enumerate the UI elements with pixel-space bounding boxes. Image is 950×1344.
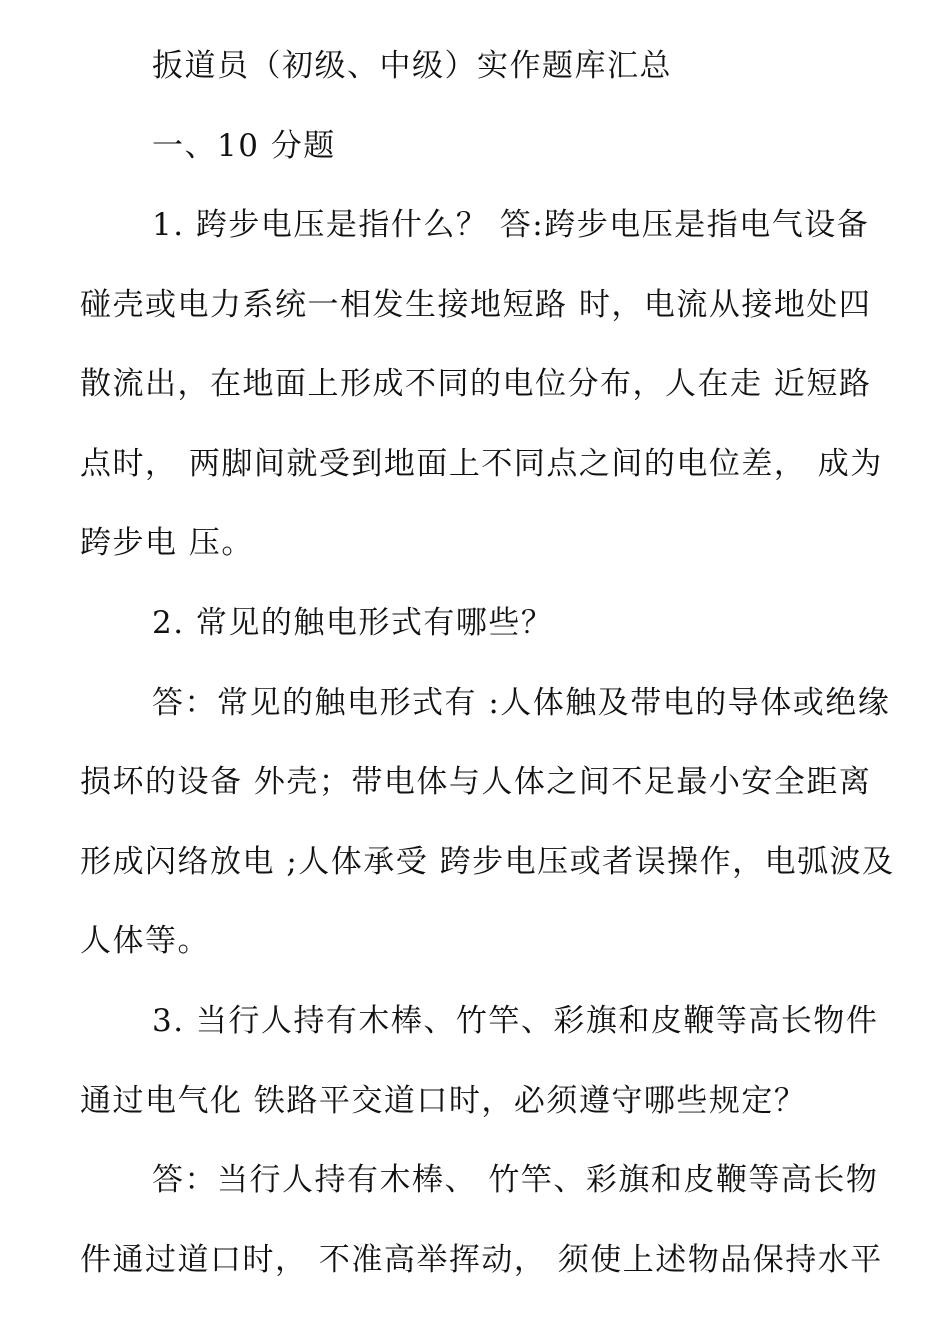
- question-3-line-1: 3. 当行人持有木棒、竹竿、彩旗和皮鞭等高长物件: [152, 1003, 879, 1039]
- answer-3-line-1: 答：当行人持有木棒、 竹竿、彩旗和皮鞭等高长物: [152, 1162, 879, 1198]
- question-2: 2. 常见的触电形式有哪些？: [152, 605, 554, 641]
- document-title: 扳道员（初级、中级）实作题库汇总: [152, 48, 672, 84]
- question-1-line-3: 散流出，在地面上形成不同的电位分布，人在走 近短路: [80, 366, 872, 402]
- question-1-line-4: 点时， 两脚间就受到地面上不同点之间的电位差， 成为: [80, 446, 883, 482]
- section-heading: 一、10 分题: [152, 128, 336, 164]
- answer-2-line-1: 答：常见的触电形式有 :人体触及带电的导体或绝缘: [152, 685, 891, 721]
- question-1-line-2: 碰壳或电力系统一相发生接地短路 时，电流从接地处四: [80, 287, 872, 323]
- question-1-line-1: 1. 跨步电压是指什么？ 答:跨步电压是指电气设备: [152, 207, 870, 243]
- answer-2-line-4: 人体等。: [80, 923, 210, 959]
- answer-2-line-2: 损坏的设备 外壳；带电体与人体之间不足最小安全距离: [80, 764, 872, 800]
- question-3-line-2: 通过电气化 铁路平交道口时，必须遵守哪些规定？: [80, 1083, 807, 1119]
- answer-2-line-3: 形成闪络放电 ;人体承受 跨步电压或者误操作，电弧波及: [80, 844, 895, 880]
- answer-3-line-2: 件通过道口时， 不准高举挥动， 须使上述物品保持水平: [80, 1242, 883, 1278]
- question-1-line-5: 跨步电 压。: [80, 525, 254, 561]
